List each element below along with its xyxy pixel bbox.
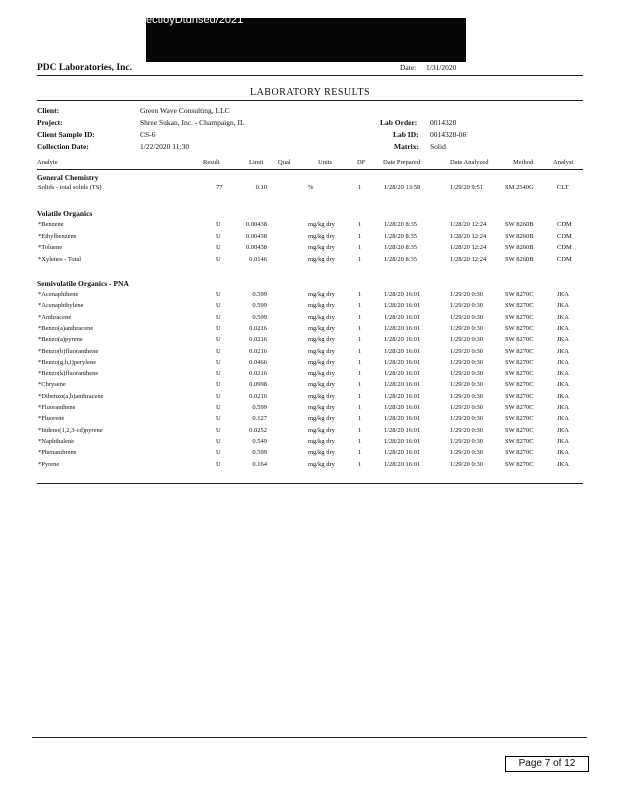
analyst-cell: CLT <box>557 184 569 191</box>
table-row <box>0 449 618 460</box>
analyzed-cell: 1/29/20 0:30 <box>450 291 484 298</box>
analyzed-cell: 1/28/20 12:24 <box>450 221 487 228</box>
table-bottom-divider <box>37 483 583 484</box>
df-cell: 1 <box>358 291 362 298</box>
page-number: Page 7 of 12 <box>505 756 589 772</box>
table-row <box>0 461 618 472</box>
col-units: Units <box>318 159 333 166</box>
method-cell: SW 8270C <box>505 392 534 400</box>
method-cell: SW 8270C <box>505 415 534 423</box>
prepared-cell: 1/28/20 13:58 <box>384 184 421 191</box>
df-cell: 1 <box>358 437 362 445</box>
prepared-cell: 1/28/20 16:01 <box>384 460 421 468</box>
analyzed-cell: 1/29/20 0:30 <box>450 302 484 310</box>
units-cell: mg/kg dry <box>308 415 335 423</box>
col-qual: Qual <box>278 159 291 166</box>
units-cell: mg/kg dry <box>308 347 335 355</box>
col-result: Result <box>203 159 220 166</box>
analyte-cell: *Benzo(a)anthracene <box>38 324 94 332</box>
method-cell: SW 8270C <box>505 404 534 411</box>
prepared-cell: 1/28/20 16:01 <box>384 336 421 344</box>
project-value: Shree Sukan, Inc. - Champaign, IL <box>140 118 245 127</box>
analyte-cell: *Phenanthrene <box>38 449 77 457</box>
df-cell: 1 <box>358 232 362 240</box>
col-prepared: Date Prepared <box>383 159 420 166</box>
section-volatile-organics: Volatile Organics <box>37 209 93 218</box>
method-cell: SW 8260B <box>505 244 534 251</box>
units-cell: mg/kg dry <box>308 221 335 228</box>
header-divider <box>37 75 583 76</box>
units-cell: mg/kg dry <box>308 370 335 378</box>
units-cell: mg/kg dry <box>308 313 335 321</box>
table-row <box>0 244 618 255</box>
analyst-cell: CDM <box>557 221 572 228</box>
limit-cell: 0.164 <box>252 460 267 468</box>
method-cell: SW 8270C <box>505 291 534 298</box>
method-cell: SW 8270C <box>505 358 534 366</box>
method-cell: SW 8270C <box>505 437 534 445</box>
analyzed-cell: 1/29/20 0:30 <box>450 404 484 411</box>
analyte-cell: *Indeno(1,2,3-cd)pyrene <box>38 426 103 434</box>
limit-cell: 0.127 <box>252 415 267 423</box>
method-cell: SW 8270C <box>505 370 534 378</box>
lab-name: PDC Laboratories, Inc. <box>37 63 132 73</box>
analyst-cell: JKA <box>557 302 569 310</box>
df-cell: 1 <box>358 255 362 263</box>
analyzed-cell: 1/29/20 0:30 <box>450 381 484 389</box>
result-cell: 77 <box>216 184 223 191</box>
collection-label: Collection Date: <box>37 142 89 151</box>
df-cell: 1 <box>358 347 362 355</box>
units-cell: mg/kg dry <box>308 426 335 434</box>
table-row <box>0 256 618 267</box>
limit-cell: 0.0146 <box>249 255 267 263</box>
limit-cell: 0.00438 <box>245 244 267 251</box>
df-cell: 1 <box>358 302 362 310</box>
analyte-cell: *Chrysene <box>38 381 66 389</box>
units-cell: mg/kg dry <box>308 324 335 332</box>
analyte-cell: *Anthracene <box>38 313 72 321</box>
limit-cell: 0.00438 <box>245 232 267 240</box>
analyzed-cell: 1/29/20 0:30 <box>450 336 484 344</box>
analyzed-cell: 1/29/20 0:30 <box>450 347 484 355</box>
analyst-cell: JKA <box>557 324 569 332</box>
df-cell: 1 <box>358 358 362 366</box>
project-label: Project: <box>37 118 63 127</box>
units-cell: mg/kg dry <box>308 302 335 310</box>
collection-value: 1/22/2020 11:30 <box>140 142 190 151</box>
prepared-cell: 1/28/20 16:01 <box>384 437 421 445</box>
section-general-chemistry: General Chemistry <box>37 173 99 182</box>
analyzed-cell: 1/29/20 0:30 <box>450 437 484 445</box>
analyst-cell: CDM <box>557 244 572 251</box>
col-df: DF <box>357 159 366 166</box>
result-cell: U <box>216 232 221 240</box>
limit-cell: 0.0216 <box>249 324 267 332</box>
col-analyte: Analyte <box>37 159 58 166</box>
method-cell: SM 2540G <box>505 184 534 191</box>
analyzed-cell: 1/29/20 0:30 <box>450 449 484 457</box>
analyst-cell: JKA <box>557 449 569 457</box>
analyst-cell: JKA <box>557 460 569 468</box>
result-cell: U <box>216 221 221 228</box>
analyst-cell: CDM <box>557 255 572 263</box>
table-row <box>0 233 618 244</box>
units-cell: mg/kg dry <box>308 392 335 400</box>
analyte-cell: *Naphthalene <box>38 437 75 445</box>
section-semivolatile-organics: Semivolatile Organics - PNA <box>37 279 129 288</box>
header-overlay-text: ectioyDtdnsed/2021 <box>146 14 244 26</box>
method-cell: SW 8270C <box>505 324 534 332</box>
result-cell: U <box>216 302 221 310</box>
limit-cell: 0.599 <box>252 302 267 310</box>
analyst-cell: JKA <box>557 347 569 355</box>
analyst-cell: JKA <box>557 291 569 298</box>
analyzed-cell: 1/29/20 0:30 <box>450 460 484 468</box>
analyzed-cell: 1/29/20 0:30 <box>450 313 484 321</box>
limit-cell: 0.599 <box>252 291 267 298</box>
table-row <box>0 291 618 302</box>
result-cell: U <box>216 291 221 298</box>
limit-cell: 0.599 <box>252 449 267 457</box>
result-cell: U <box>216 336 221 344</box>
col-limit: Limit <box>249 159 264 166</box>
limit-cell: 0.0216 <box>249 347 267 355</box>
analyte-cell: *Acenaphthene <box>38 291 79 298</box>
table-row <box>0 184 618 195</box>
result-cell: U <box>216 381 221 389</box>
method-cell: SW 8260B <box>505 232 534 240</box>
limit-cell: 0.599 <box>252 313 267 321</box>
units-cell: mg/kg dry <box>308 381 335 389</box>
prepared-cell: 1/28/20 8:35 <box>384 255 418 263</box>
df-cell: 1 <box>358 244 362 251</box>
method-cell: SW 8270C <box>505 381 534 389</box>
prepared-cell: 1/28/20 16:01 <box>384 291 421 298</box>
table-row <box>0 314 618 325</box>
analyst-cell: JKA <box>557 426 569 434</box>
table-row <box>0 381 618 392</box>
analyst-cell: JKA <box>557 313 569 321</box>
limit-cell: 0.599 <box>252 404 267 411</box>
client-label: Client: <box>37 106 60 115</box>
prepared-cell: 1/28/20 8:35 <box>384 232 418 240</box>
table-row <box>0 370 618 381</box>
column-header-divider <box>37 169 583 170</box>
result-cell: U <box>216 437 221 445</box>
analyzed-cell: 1/28/20 12:24 <box>450 244 487 251</box>
analyst-cell: JKA <box>557 336 569 344</box>
units-cell: % <box>308 184 314 191</box>
limit-cell: 0.549 <box>252 437 267 445</box>
analyte-cell: *Benzo(a)pyrene <box>38 336 83 344</box>
units-cell: mg/kg dry <box>308 358 335 366</box>
result-cell: U <box>216 415 221 423</box>
prepared-cell: 1/28/20 16:01 <box>384 404 421 411</box>
analyst-cell: JKA <box>557 437 569 445</box>
col-analyst: Analyst <box>553 159 574 166</box>
result-cell: U <box>216 347 221 355</box>
lab-id-value: 0014328-06 <box>430 130 467 139</box>
method-cell: SW 8270C <box>505 336 534 344</box>
table-row <box>0 221 618 232</box>
limit-cell: 0.0216 <box>249 336 267 344</box>
analyte-cell: *Benzo(g,h,i)perylene <box>38 358 97 366</box>
result-cell: U <box>216 358 221 366</box>
method-cell: SW 8260B <box>505 221 534 228</box>
method-cell: SW 8270C <box>505 426 534 434</box>
analyte-cell: *Xylenes - Total <box>38 255 82 263</box>
col-method: Method <box>513 159 534 166</box>
matrix-label: Matrix: <box>394 142 419 151</box>
analyzed-cell: 1/28/20 12:24 <box>450 255 487 263</box>
result-cell: U <box>216 244 221 251</box>
analyte-cell: *Fluoranthene <box>38 404 76 411</box>
method-cell: SW 8270C <box>505 302 534 310</box>
prepared-cell: 1/28/20 8:35 <box>384 244 418 251</box>
table-row <box>0 438 618 449</box>
analyte-cell: *Dibenzo(a,h)anthracene <box>38 392 104 400</box>
prepared-cell: 1/28/20 16:01 <box>384 313 421 321</box>
analyst-cell: JKA <box>557 358 569 366</box>
analyzed-cell: 1/29/20 0:30 <box>450 370 484 378</box>
table-row <box>0 325 618 336</box>
col-analyzed: Date Analyzed <box>450 159 489 166</box>
client-sample-value: CS-6 <box>140 130 156 139</box>
date-label: Date: <box>400 63 417 72</box>
analyst-cell: JKA <box>557 370 569 378</box>
units-cell: mg/kg dry <box>308 232 335 240</box>
limit-cell: 0.0466 <box>249 358 267 366</box>
table-row <box>0 393 618 404</box>
limit-cell: 0.10 <box>255 184 267 191</box>
analyst-cell: JKA <box>557 392 569 400</box>
analyte-cell: *Benzene <box>38 221 64 228</box>
limit-cell: 0.0216 <box>249 370 267 378</box>
prepared-cell: 1/28/20 8:35 <box>384 221 418 228</box>
table-row <box>0 427 618 438</box>
prepared-cell: 1/28/20 16:01 <box>384 324 421 332</box>
units-cell: mg/kg dry <box>308 255 335 263</box>
footer-divider <box>32 737 587 738</box>
result-cell: U <box>216 255 221 263</box>
limit-cell: 0.0998 <box>249 381 267 389</box>
method-cell: SW 8270C <box>505 460 534 468</box>
prepared-cell: 1/28/20 16:01 <box>384 302 421 310</box>
analyzed-cell: 1/29/20 0:30 <box>450 415 484 423</box>
analyte-cell: *Fluorene <box>38 415 65 423</box>
result-cell: U <box>216 370 221 378</box>
df-cell: 1 <box>358 221 362 228</box>
method-cell: SW 8270C <box>505 449 534 457</box>
result-cell: U <box>216 313 221 321</box>
analyst-cell: JKA <box>557 381 569 389</box>
df-cell: 1 <box>358 415 362 423</box>
result-cell: U <box>216 426 221 434</box>
units-cell: mg/kg dry <box>308 244 335 251</box>
analyst-cell: JKA <box>557 404 569 411</box>
table-row <box>0 415 618 426</box>
prepared-cell: 1/28/20 16:01 <box>384 415 421 423</box>
analyte-cell: *Benzo(k)fluoranthene <box>38 370 99 378</box>
df-cell: 1 <box>358 426 362 434</box>
limit-cell: 0.00438 <box>245 221 267 228</box>
analyte-cell: *Ethylbenzene <box>38 232 77 240</box>
analyzed-cell: 1/29/20 0:30 <box>450 324 484 332</box>
prepared-cell: 1/28/20 16:01 <box>384 358 421 366</box>
prepared-cell: 1/28/20 16:01 <box>384 449 421 457</box>
units-cell: mg/kg dry <box>308 404 335 411</box>
analyte-cell: Solids - total solids (TS) <box>38 184 102 191</box>
units-cell: mg/kg dry <box>308 437 335 445</box>
df-cell: 1 <box>358 370 362 378</box>
result-cell: U <box>216 404 221 411</box>
df-cell: 1 <box>358 381 362 389</box>
analyzed-cell: 1/29/20 0:30 <box>450 392 484 400</box>
result-cell: U <box>216 460 221 468</box>
df-cell: 1 <box>358 184 362 191</box>
client-sample-label: Client Sample ID: <box>37 130 95 139</box>
units-cell: mg/kg dry <box>308 449 335 457</box>
df-cell: 1 <box>358 392 362 400</box>
result-cell: U <box>216 392 221 400</box>
table-row <box>0 348 618 359</box>
matrix-value: Solid <box>430 142 446 151</box>
table-row <box>0 336 618 347</box>
analyzed-cell: 1/29/20 0:30 <box>450 426 484 434</box>
df-cell: 1 <box>358 336 362 344</box>
client-value: Green Wave Consulting, LLC <box>140 106 230 115</box>
units-cell: mg/kg dry <box>308 460 335 468</box>
title-divider <box>37 100 583 101</box>
df-cell: 1 <box>358 460 362 468</box>
result-cell: U <box>216 324 221 332</box>
units-cell: mg/kg dry <box>308 336 335 344</box>
prepared-cell: 1/28/20 16:01 <box>384 426 421 434</box>
table-row <box>0 302 618 313</box>
date-value: 1/31/2020 <box>426 63 457 72</box>
analyzed-cell: 1/28/20 12:24 <box>450 232 487 240</box>
table-row <box>0 359 618 370</box>
analyte-cell: *Pyrene <box>38 460 60 468</box>
result-cell: U <box>216 449 221 457</box>
method-cell: SW 8270C <box>505 347 534 355</box>
table-row <box>0 404 618 415</box>
lab-order-value: 0014328 <box>430 118 457 127</box>
analyst-cell: CDM <box>557 232 572 240</box>
analyte-cell: *Toluene <box>38 244 63 251</box>
prepared-cell: 1/28/20 16:01 <box>384 347 421 355</box>
units-cell: mg/kg dry <box>308 291 335 298</box>
df-cell: 1 <box>358 324 362 332</box>
analyzed-cell: 1/29/20 0:30 <box>450 358 484 366</box>
analyst-cell: JKA <box>557 415 569 423</box>
df-cell: 1 <box>358 313 362 321</box>
prepared-cell: 1/28/20 16:01 <box>384 370 421 378</box>
limit-cell: 0.0216 <box>249 392 267 400</box>
df-cell: 1 <box>358 449 362 457</box>
analyte-cell: *Benzo(b)fluoranthene <box>38 347 99 355</box>
analyte-cell: *Acenaphthylene <box>38 302 84 310</box>
limit-cell: 0.0252 <box>249 426 267 434</box>
lab-order-label: Lab Order: <box>380 118 418 127</box>
prepared-cell: 1/28/20 16:01 <box>384 381 421 389</box>
analyzed-cell: 1/29/20 9:51 <box>450 184 484 191</box>
method-cell: SW 8260B <box>505 255 534 263</box>
page-title: LABORATORY RESULTS <box>249 87 371 98</box>
prepared-cell: 1/28/20 16:01 <box>384 392 421 400</box>
method-cell: SW 8270C <box>505 313 534 321</box>
lab-id-label: Lab ID: <box>393 130 419 139</box>
df-cell: 1 <box>358 404 362 411</box>
